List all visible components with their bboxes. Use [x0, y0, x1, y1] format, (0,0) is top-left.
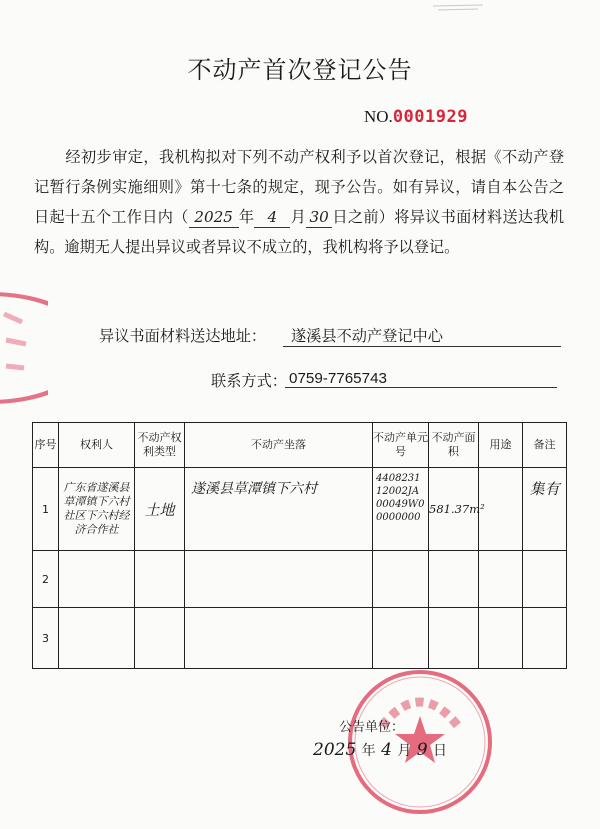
- cell-seq: 3: [33, 608, 59, 669]
- cell-owner: 广东省遂溪县草潭镇下六村社区下六村经济合作社: [59, 468, 135, 551]
- header-unit-no: 不动产单元号: [373, 423, 429, 468]
- cell-owner: [59, 608, 135, 669]
- registration-table: [32, 422, 567, 669]
- deadline-year-unit: 年: [238, 208, 255, 226]
- header-note: 备注: [523, 423, 567, 468]
- table-header-row: [33, 423, 567, 468]
- cell-unit-no: [373, 608, 429, 669]
- document-number-prefix: NO.: [364, 107, 393, 126]
- cell-location: [185, 608, 373, 669]
- announcement-paragraph: [34, 142, 564, 262]
- table-row: [33, 551, 567, 608]
- cell-area: [429, 608, 479, 669]
- document-number: [364, 107, 468, 127]
- paragraph-text-2: 日之前）将异议书面材料送达我机构。逾期无人提出异议或者异议不成立的，我机构将予以登记。: [34, 208, 565, 256]
- header-use: 用途: [479, 423, 523, 468]
- cell-area: [429, 551, 479, 608]
- paragraph-text-1: 经初步审定，我机构拟对下列不动产权利予以首次登记，根据《不动产登记暂行条例实施细则》第十七条的规定，现予公告。如有异议，请自本公告之日起十五个工作日内（: [34, 148, 564, 226]
- cell-area: 581.37m²: [429, 468, 479, 551]
- issue-month-unit: 月: [397, 743, 412, 759]
- cell-note: [523, 551, 567, 608]
- cell-unit-no: [373, 551, 429, 608]
- address-value: 遂溪县不动产登记中心: [283, 325, 561, 347]
- header-seq: 序号: [33, 423, 59, 468]
- table-row: [33, 608, 567, 669]
- issue-day-unit: 日: [432, 743, 447, 759]
- deadline-month: 4: [254, 207, 290, 228]
- header-location: 不动产坐落: [185, 423, 373, 468]
- issuer-label: 公告单位：: [339, 720, 405, 735]
- header-owner: 权利人: [59, 423, 135, 468]
- header-area: 不动产面积: [429, 423, 479, 468]
- deadline-year: 2025: [189, 207, 239, 228]
- cell-type: [135, 551, 185, 608]
- cell-location: 遂溪县草潭镇下六村: [185, 468, 373, 551]
- document-number-digits: 0001929: [392, 107, 468, 127]
- cell-use: [479, 551, 523, 608]
- cell-owner: [59, 551, 135, 608]
- cell-note: [523, 608, 567, 669]
- cell-type: 土地: [135, 468, 185, 551]
- partial-seal-left: [0, 288, 48, 408]
- top-scribble-mark: [428, 0, 488, 20]
- cell-location: [185, 551, 373, 608]
- address-label: 异议书面材料送达地址：: [99, 327, 267, 345]
- cell-seq: 2: [33, 551, 59, 608]
- cell-note: 集有: [523, 468, 567, 551]
- contact-label: 联系方式：: [211, 372, 287, 390]
- deadline-day: 30: [306, 207, 332, 228]
- header-type: 不动产权利类型: [135, 423, 185, 468]
- issue-month: 4: [381, 740, 392, 760]
- cell-use: [479, 468, 523, 551]
- contact-value: 0759-7765743: [285, 370, 557, 388]
- issue-date: [313, 740, 447, 760]
- page-title: 不动产首次登记公告: [187, 56, 413, 84]
- table-row: [33, 468, 567, 551]
- issue-day: 9: [416, 740, 428, 760]
- cell-type: [135, 608, 185, 669]
- cell-seq: 1: [33, 468, 59, 551]
- issue-year-unit: 年: [361, 743, 376, 759]
- deadline-month-unit: 月: [290, 208, 307, 226]
- cell-unit-no: 440823112002JA00049W00000000: [373, 468, 429, 551]
- issue-year: 2025: [313, 740, 357, 760]
- cell-use: [479, 608, 523, 669]
